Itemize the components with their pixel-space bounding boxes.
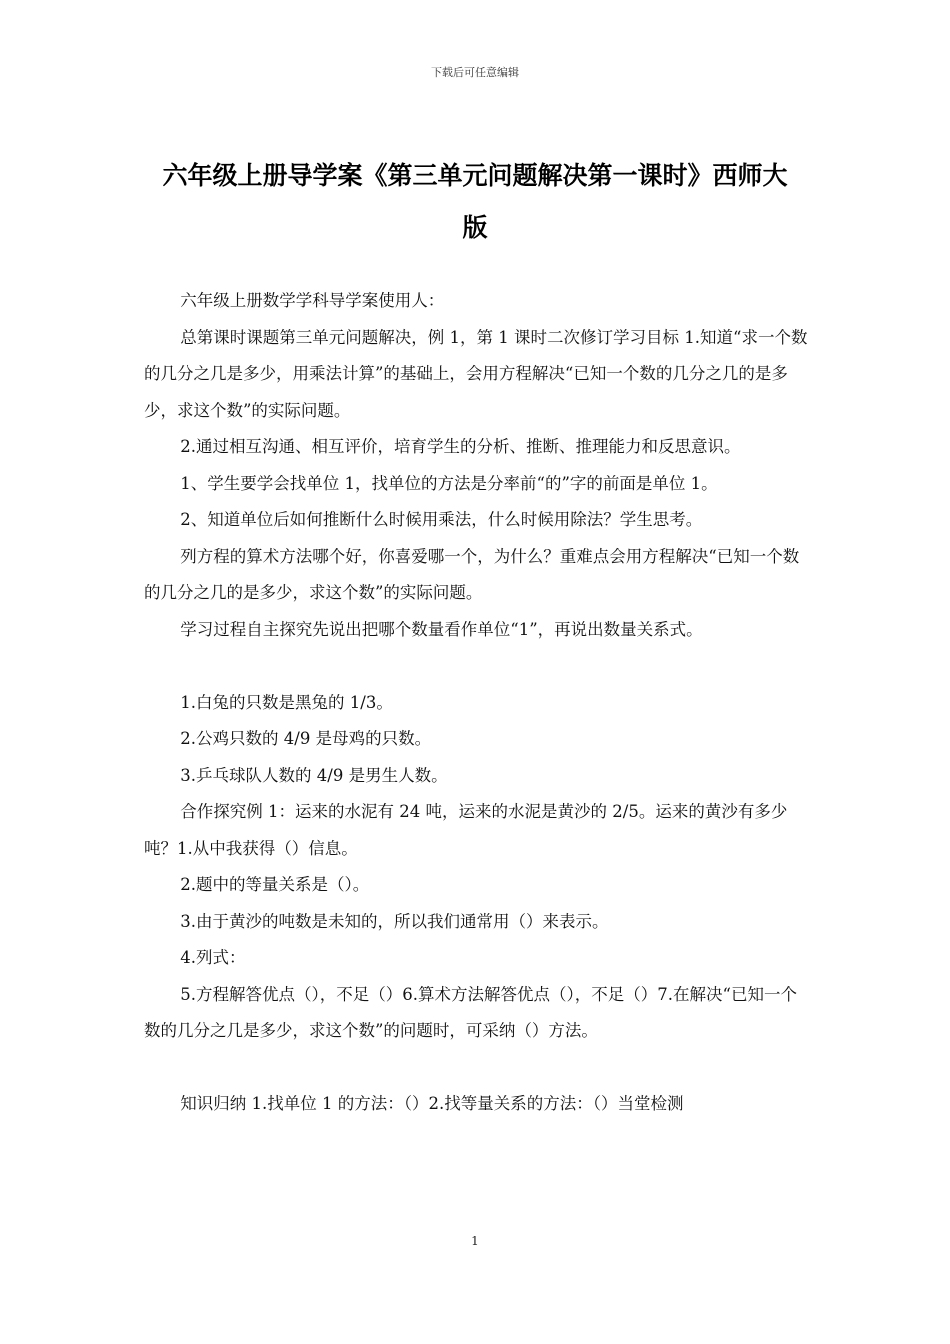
exercise-item-1: 1.白兔的只数是黑兔的 1/3。 bbox=[180, 692, 393, 712]
page-header-note: 下载后可任意编辑 bbox=[431, 66, 519, 79]
paragraph-point-1: 1、学生要学会找单位 1，找单位的方法是分率前“的”字的前面是单位 1。 bbox=[180, 473, 718, 493]
blank-line bbox=[144, 1050, 810, 1087]
exercise-item-2: 2.公鸡只数的 4/9 是母鸡的只数。 bbox=[180, 729, 432, 748]
question-2: 2.题中的等量关系是（）。 bbox=[180, 875, 370, 894]
blank-line bbox=[144, 648, 810, 685]
paragraph-learning-process: 学习过程自主探究先说出把哪个数量看作单位“1”，再说出数量关系式。 bbox=[180, 619, 703, 639]
paragraph-user: 六年级上册数学学科导学案使用人： bbox=[180, 291, 445, 310]
paragraph-knowledge-summary: 知识归纳 1.找单位 1 的方法：（）2.找等量关系的方法：（）当堂检测 bbox=[180, 1094, 684, 1113]
exercise-item-3: 3.乒乓球队人数的 4/9 是男生人数。 bbox=[180, 765, 448, 785]
paragraph-point-2: 2、知道单位后如何推断什么时候用乘法，什么时候用除法？学生思考。 bbox=[180, 510, 703, 529]
paragraph-objective-1: 总第课时课题第三单元问题解决，例 1，第 1 课时二次修订学习目标 1.知道“求一个数的几分之几是多少，用乘法计算”的基础上，会用方程解决“已知一个数的几分之几的是多少，求这个数”的实际问题。 bbox=[144, 327, 808, 420]
paragraph-example-1: 合作探究例 1：运来的水泥有 24 吨，运来的水泥是黄沙的 2/5。运来的黄沙有多少吨？1.从中我获得（）信息。 bbox=[144, 802, 788, 858]
title-line-2: 版 bbox=[462, 213, 488, 242]
document-title bbox=[120, 150, 830, 254]
title-line-1: 六年级上册导学案《第三单元问题解决第一课时》西师大 bbox=[162, 161, 788, 190]
page-number: 1 bbox=[471, 1234, 479, 1248]
question-4: 4.列式： bbox=[180, 948, 246, 967]
question-5-7: 5.方程解答优点（），不足（）6.算术方法解答优点（），不足（）7.在解决“已知一个数的几分之几是多少，求这个数”的问题时，可采纳（）方法。 bbox=[144, 984, 797, 1040]
question-3: 3.由于黄沙的吨数是未知的，所以我们通常用（）来表示。 bbox=[180, 911, 609, 931]
paragraph-key-difficulty: 列方程的算术方法哪个好，你喜爱哪一个，为什么？重难点会用方程解决“已知一个数的几分之几的是多少，求这个数”的实际问题。 bbox=[144, 546, 800, 602]
paragraph-objective-2: 2.通过相互沟通、相互评价，培育学生的分析、推断、推理能力和反思意识。 bbox=[180, 437, 741, 456]
document-body bbox=[144, 283, 810, 1123]
